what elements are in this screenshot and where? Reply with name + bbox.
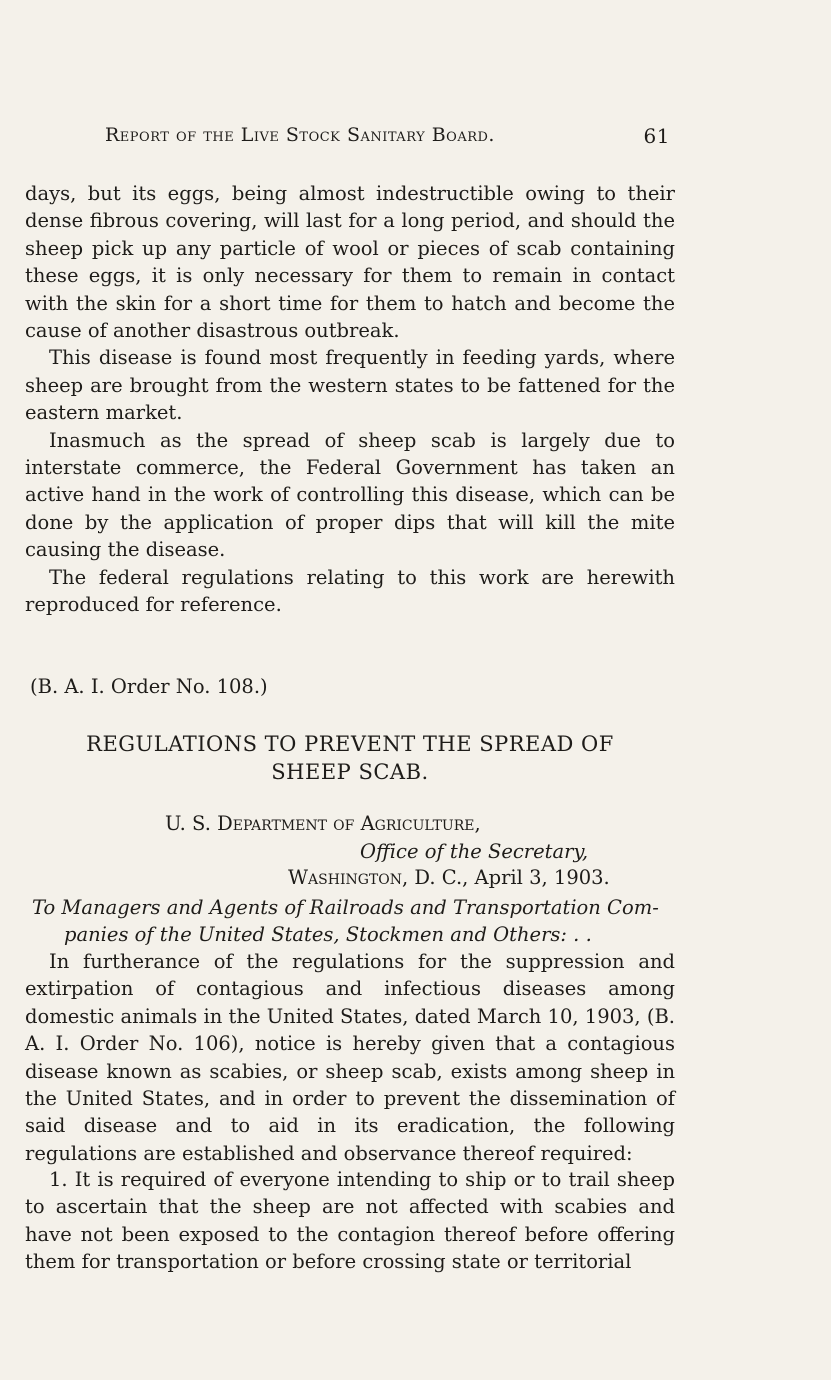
order-paragraph: [25, 948, 675, 1167]
dateline-place: Washington,: [288, 866, 409, 889]
running-header: [105, 124, 670, 146]
heading-line-1: REGULATIONS TO PREVENT THE SPREAD OF: [86, 732, 614, 756]
order-paragraph-1: In furtherance of the regulations for the suppression and extirpation of contagious and infectious diseases among domestic animals in the United States, dated March 10, 1903, (B. A. I. Order No. 106), notice is hereby given that a contagious disease known as scabies, or sheep scab, exists among sheep in the United States, and in order to prevent the dissemination of said disease and to aid in its eradication, the following regulations are established and observance thereof required:: [25, 950, 675, 1165]
address-line-1: To Managers and Agents of Railroads and Transportation Com-: [32, 896, 659, 919]
dateline: [288, 866, 610, 889]
address-block: [32, 894, 677, 948]
address-line-2: panies of the United States, Stockmen and Others: . .: [64, 923, 592, 946]
department-line: U. S. Department of Agriculture,: [165, 812, 481, 835]
intro-text: [25, 180, 675, 619]
section-heading: [40, 730, 660, 786]
intro-paragraph-3: Inasmuch as the spread of sheep scab is largely due to interstate commerce, the Federal Government has taken an active hand in the work of controlling this disease, which can be done by the application of proper dips that will kill the mite causing the disease.: [25, 428, 675, 562]
page-number: 61: [643, 124, 670, 148]
dateline-date: D. C., April 3, 1903.: [414, 866, 610, 889]
intro-paragraph-4: The federal regulations relating to this work are herewith reproduced for reference.: [25, 565, 675, 617]
heading-line-2: SHEEP SCAB.: [271, 760, 429, 784]
running-title: Report of the Live Stock Sanitary Board.: [105, 124, 495, 146]
intro-paragraph-1: days, but its eggs, being almost indestructible owing to their dense fibrous covering, will last for a long period, and should the sheep pick up any particle of wool or pieces of scab containing these eggs, it is only necessary for them to remain in contact with the skin for a short time for them to hatch and become the cause of another disastrous outbreak.: [25, 182, 675, 343]
regulation-item-block: [25, 1166, 675, 1276]
office-line: Office of the Secretary,: [360, 840, 589, 863]
intro-paragraph-2: This disease is found most frequently in feeding yards, where sheep are brought from the western states to be fattened for the eastern market.: [25, 346, 675, 425]
regulation-item-1: 1. It is required of everyone intending to ship or to trail sheep to ascertain that the sheep are not affected with scabies and have not been exposed to the contagion thereof before offering them for transportation or before crossing state or territorial: [25, 1168, 675, 1274]
order-label: (B. A. I. Order No. 108.): [30, 675, 268, 698]
